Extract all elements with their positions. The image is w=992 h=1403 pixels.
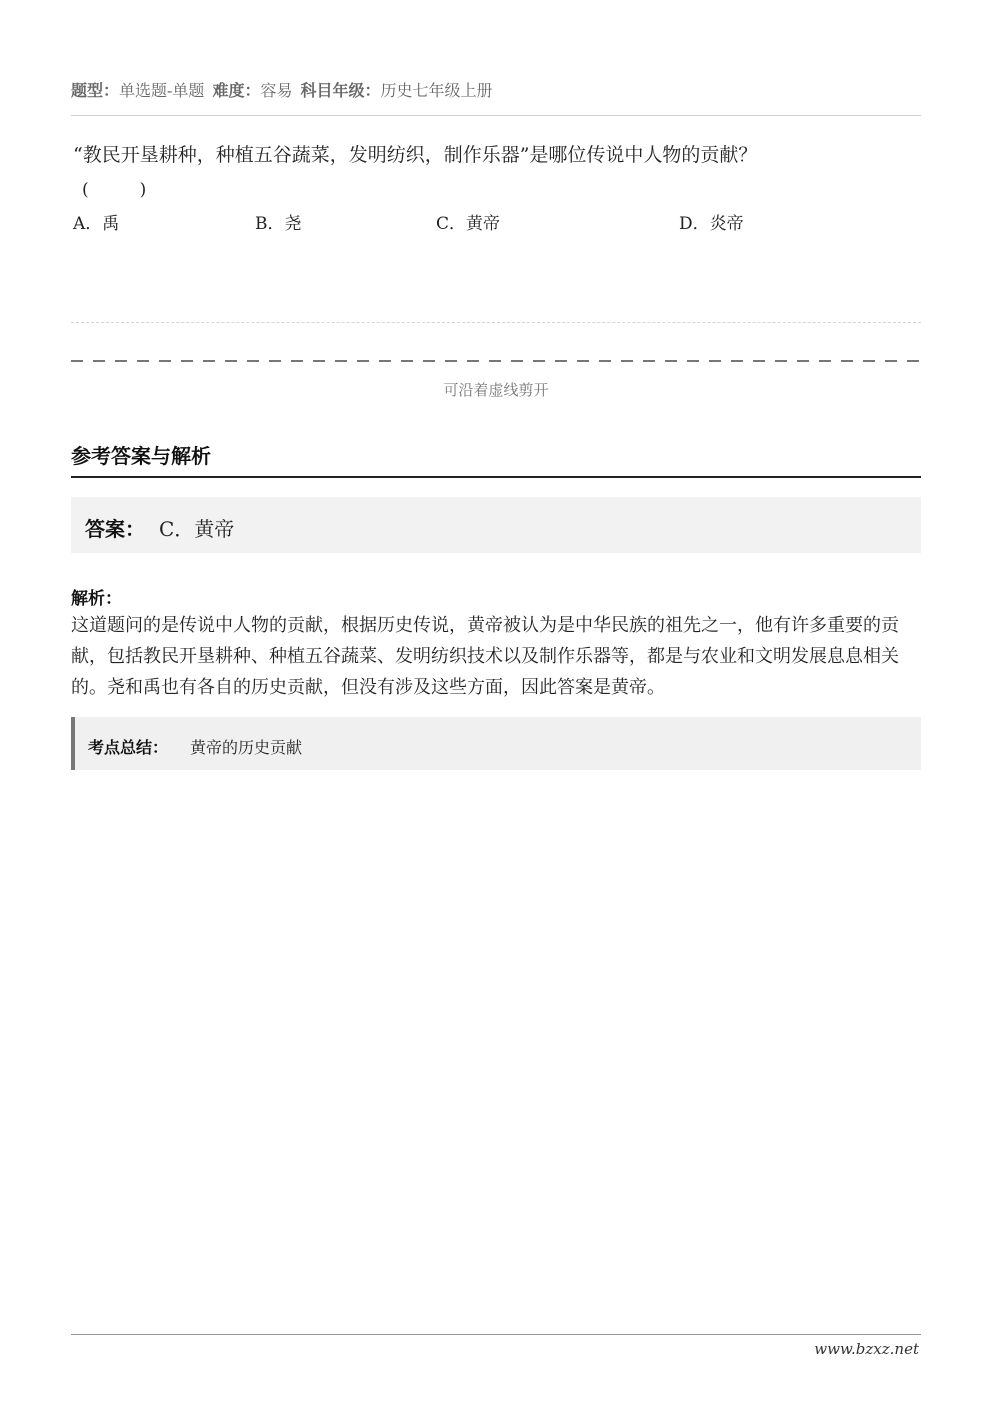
answer-label: 答案： (85, 517, 145, 541)
subject-value: 历史七年级上册 (380, 81, 493, 100)
footer-site: www.bzxz.net (814, 1340, 919, 1358)
cut-line (71, 360, 921, 362)
cut-note: 可沿着虚线剪开 (443, 381, 549, 399)
answer-section-title: 参考答案与解析 (71, 444, 211, 468)
type-label: 题型： (71, 81, 120, 100)
question-meta (71, 78, 493, 101)
option-a: A．禹 (73, 214, 120, 234)
summary-value: 黄帝的历史贡献 (190, 738, 303, 757)
difficulty-label: 难度： (212, 81, 261, 100)
analysis-label: 解析： (71, 589, 122, 609)
subject-label: 科目年级： (300, 81, 381, 100)
option-b: B．尧 (255, 214, 302, 234)
option-d: D．炎帝 (679, 214, 744, 234)
summary-box (71, 717, 921, 770)
footer-divider (71, 1334, 921, 1335)
summary-label: 考点总结： (88, 738, 169, 757)
answer-area-divider (71, 322, 921, 323)
analysis-text: 这道题问的是传说中人物的贡献，根据历史传说，黄帝被认为是中华民族的祖先之一，他有许多重要的贡献，包括教民开垦耕种、种植五谷蔬菜、发明纺织技术以及制作乐器等，都是与农业和文明发展息息相关的。尧和禹也有各自的历史贡献，但没有涉及这些方面，因此答案是黄帝。 (71, 615, 899, 698)
type-value: 单选题-单题 (119, 81, 205, 100)
difficulty-value: 容易 (260, 81, 293, 100)
section-divider (71, 476, 921, 478)
answer-value: C．黄帝 (159, 517, 235, 541)
option-c: C．黄帝 (436, 214, 501, 234)
question-stem: “教民开垦耕种，种植五谷蔬菜，发明纺织，制作乐器”是哪位传说中人物的贡献？ (73, 144, 758, 166)
top-divider (71, 115, 921, 116)
answer-blank: ( ) (82, 180, 147, 200)
answer-box (71, 497, 921, 553)
